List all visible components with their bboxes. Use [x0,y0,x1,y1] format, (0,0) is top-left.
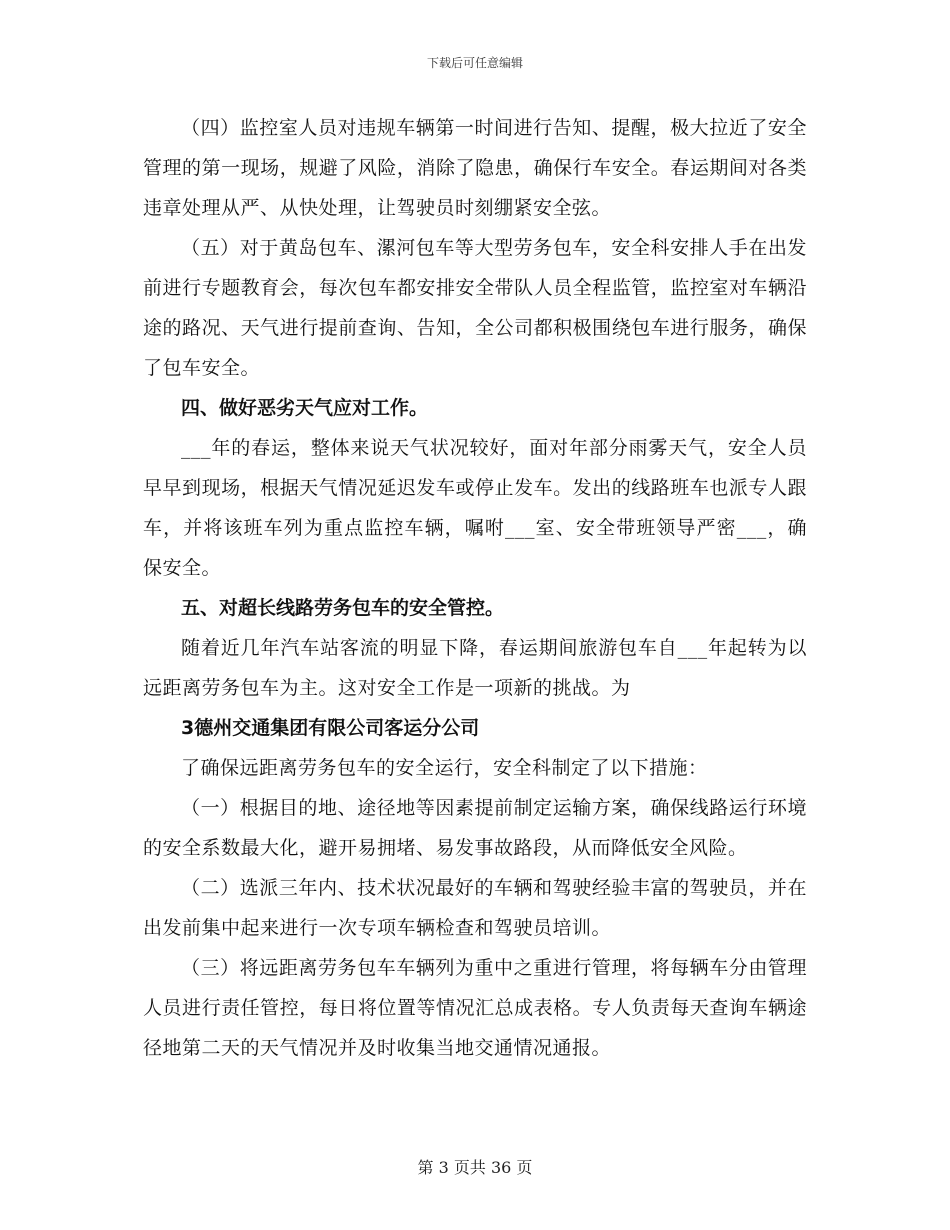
paragraph-weather: ___年的春运，整体来说天气状况较好，面对年部分雨雾天气，安全人员早早到现场，根据天气情况延迟发车或停止发车。发出的线路班车也派专人跟车，并将该班车列为重点监控车辆，嘱咐___室、安全带班领导严密___，确保安全。 [143,437,807,579]
header-note: 下载后可任意编辑 [426,56,523,70]
paragraph-long-routes: 随着近几年汽车站客流的明显下降，春运期间旅游包车自___年起转为以远距离劳务包车为主。这对安全工作是一项新的挑战。为 [143,637,807,699]
paragraph-measure-3: （三）将远距离劳务包车车辆列为重中之重进行管理，将每辆车分由管理人员进行责任管控，每日将位置等情况汇总成表格。专人负责每天查询车辆途径地第二天的天气情况并及时收集当地交通情况通报。 [143,957,807,1059]
company-line: 3德州交通集团有限公司客运分公司 [181,717,480,739]
paragraph-measure-2: （二）选派三年内、技术状况最好的车辆和驾驶经验丰富的驾驶员，并在出发前集中起来进行一次专项车辆检查和驾驶员培训。 [143,877,807,939]
paragraph-measures-intro: 了确保远距离劳务包车的安全运行，安全科制定了以下措施： [181,757,708,779]
paragraph-measure-1: （一）根据目的地、途径地等因素提前制定运输方案，确保线路运行环境的安全系数最大化，避开易拥堵、易发事故路段，从而降低安全风险。 [143,797,807,859]
section-heading-4: 四、做好恶劣天气应对工作。 [181,397,429,419]
paragraph-4: （四）监控室人员对违规车辆第一时间进行告知、提醒，极大拉近了安全管理的第一现场，规避了风险，消除了隐患，确保行车安全。春运期间对各类违章处理从严、从快处理，让驾驶员时刻绷紧安全弦。 [143,117,807,219]
page-number: 第 3 页共 36 页 [417,1158,533,1177]
document-body [143,108,807,1068]
section-heading-5: 五、对超长线路劳务包车的安全管控。 [181,597,505,619]
paragraph-5: （五）对于黄岛包车、漯河包车等大型劳务包车，安全科安排人手在出发前进行专题教育会，每次包车都安排安全带队人员全程监管，监控室对车辆沿途的路况、天气进行提前查询、告知，全公司都积极围绕包车进行服务，确保了包车安全。 [143,237,807,379]
